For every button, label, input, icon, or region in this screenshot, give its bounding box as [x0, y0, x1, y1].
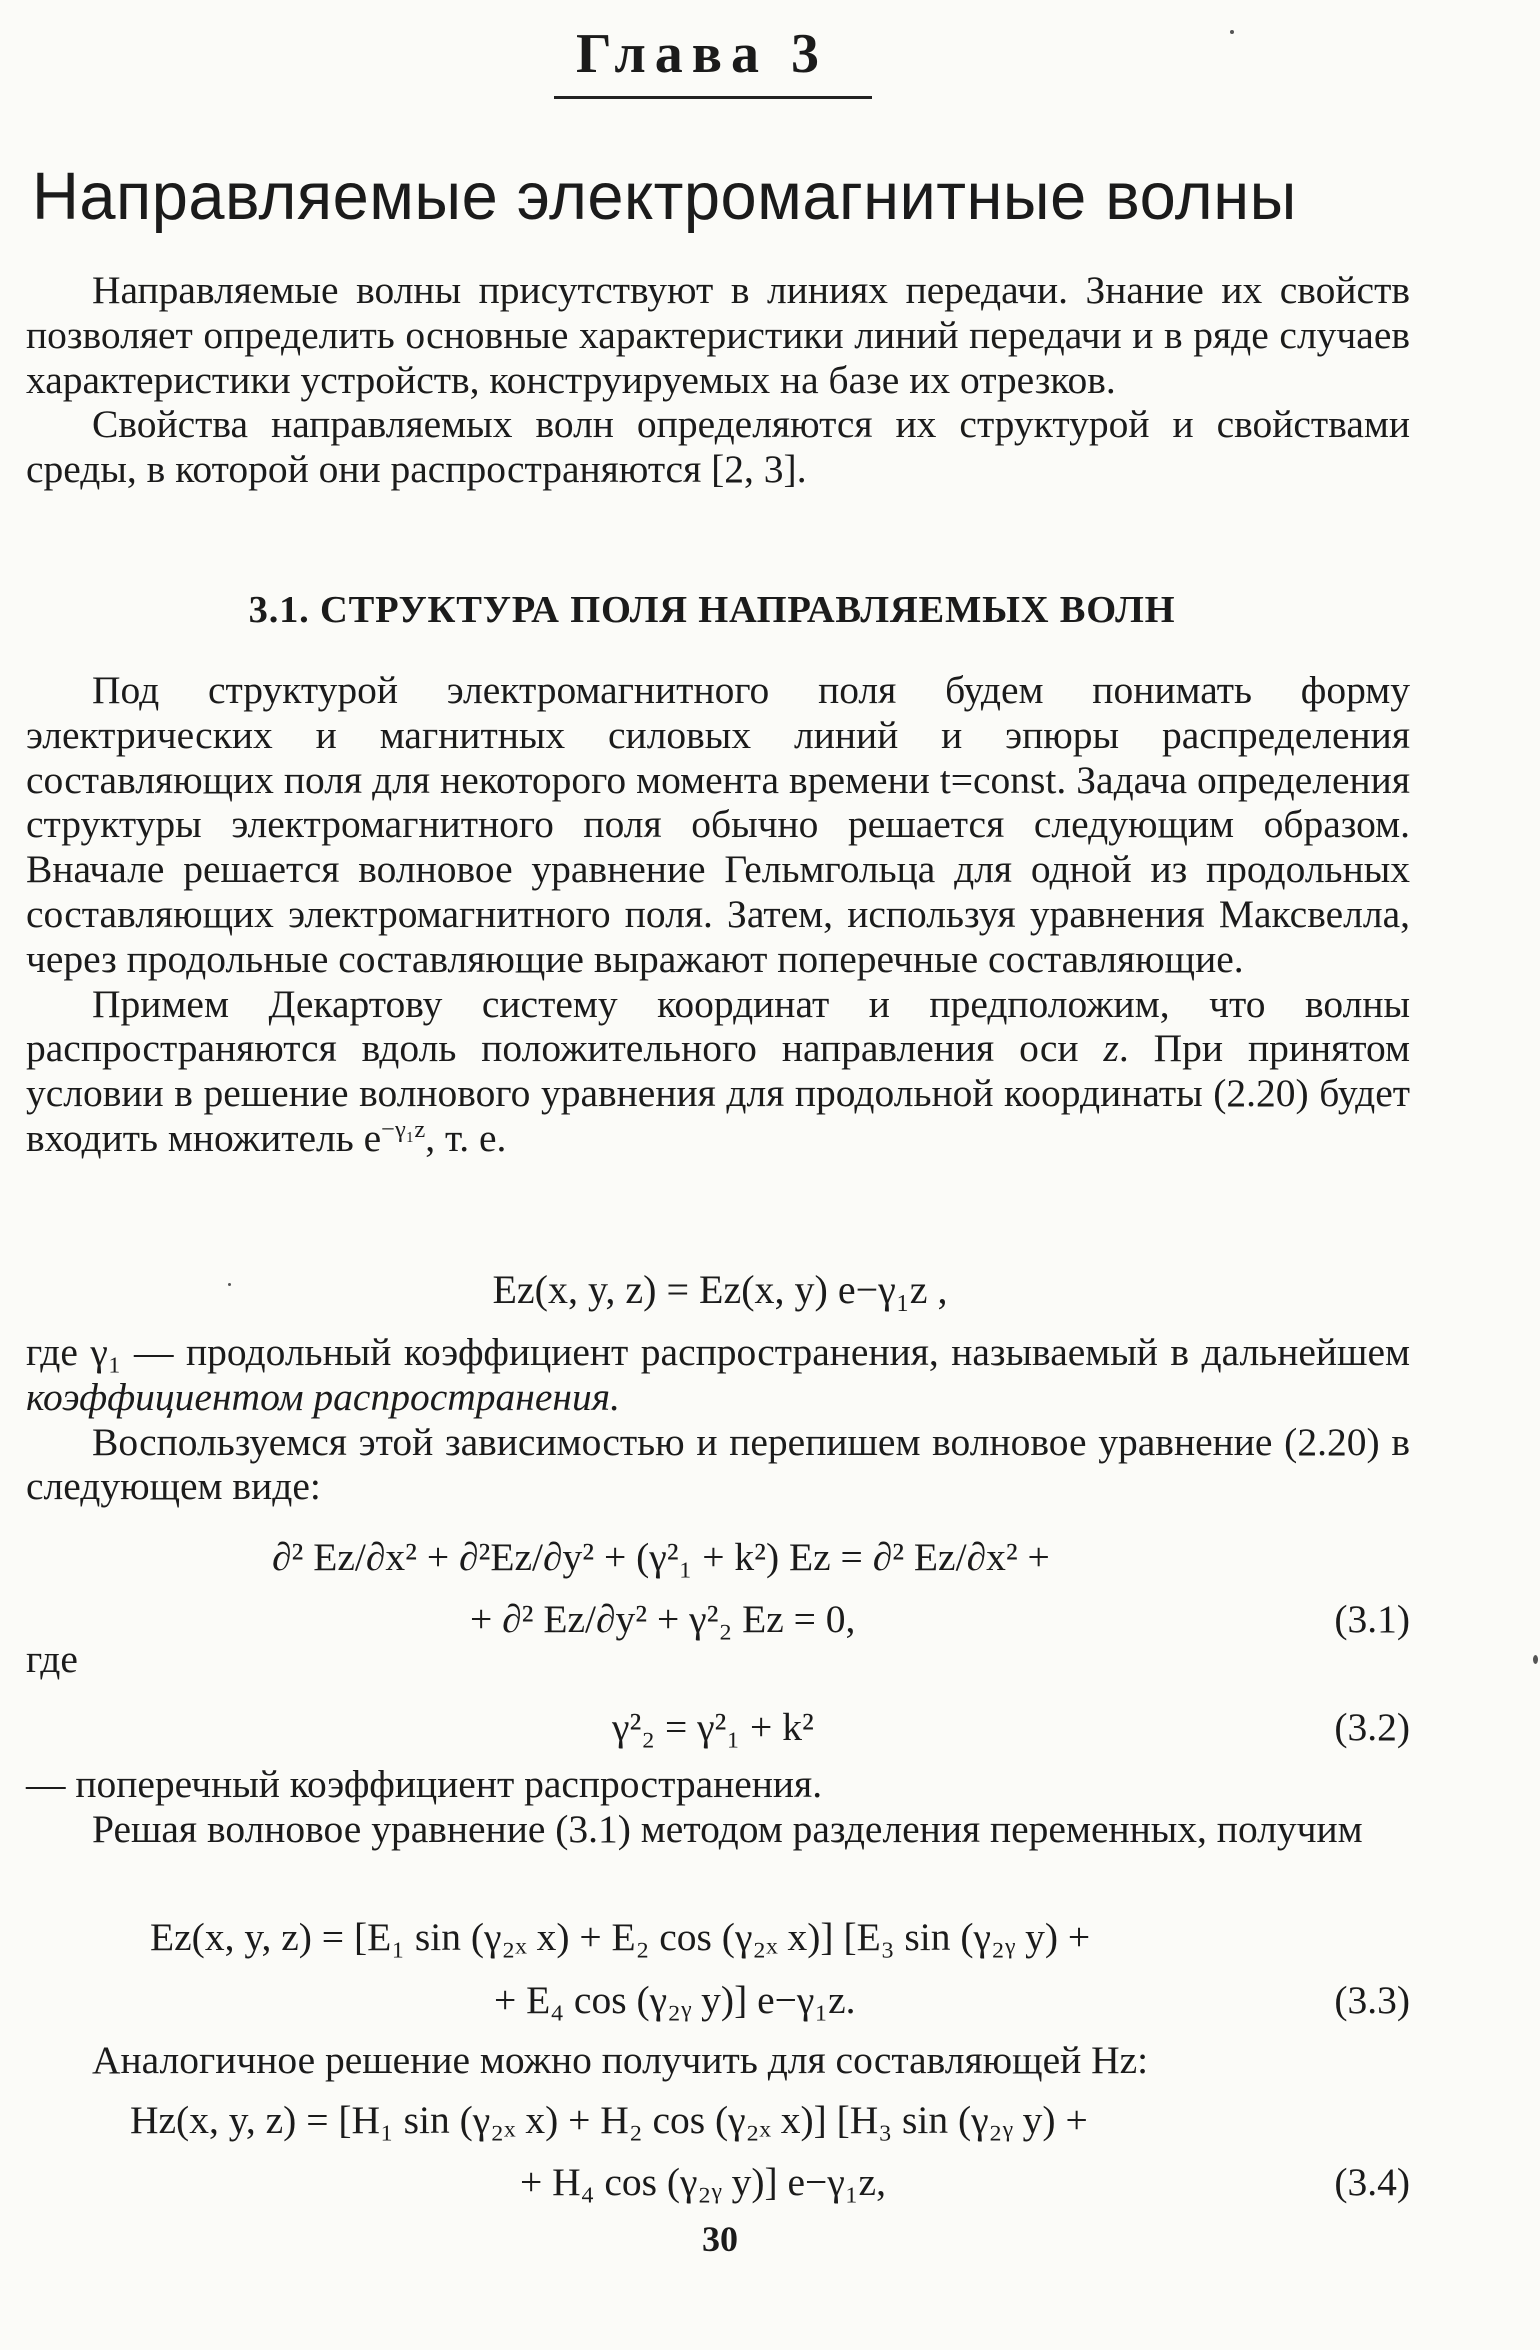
transverse-line: — поперечный коэффициент распространения.	[26, 1762, 823, 1806]
p2-text-c: , т. е.	[425, 1115, 507, 1160]
section-paragraph-2	[26, 982, 1410, 1161]
equation-3-3-line-1: Ez(x, y, z) = [E₁ sin (γ₂ₓ x) + E₂ cos (γ₂ₓ x)] [E₃ sin (γ₂ᵧ y) +	[150, 1915, 1091, 1959]
p2-text-b: . При принятом условии в решение волнового уравнения для продольной координаты (2.20) будет входить множитель	[26, 1026, 1411, 1160]
p2-text-a: Примем Декартову систему координат и предположим, что волны распространяются вдоль положительного направления оси	[26, 981, 1410, 1071]
equation-number-3-1: (3.1)	[1334, 1597, 1410, 1641]
equation-3-4-line-1: Hz(x, y, z) = [H₁ sin (γ₂ₓ x) + H₂ cos (γ₂ₓ x)] [H₃ sin (γ₂ᵧ y) +	[130, 2098, 1088, 2142]
section-text-3	[26, 1762, 1410, 1852]
intro-paragraph-2: Свойства направляемых волн определяются их структурой и свойствами среды, в которой они распространяются [2, 3].	[26, 402, 1410, 492]
p2-axis-z: z	[1103, 1026, 1119, 1071]
p2-exp: e	[363, 1115, 382, 1160]
paper-speck	[228, 1283, 231, 1286]
section-heading: 3.1. СТРУКТУРА ПОЛЯ НАПРАВЛЯЕМЫХ ВОЛН	[248, 589, 1176, 631]
equation-number-3-4: (3.4)	[1334, 2160, 1410, 2204]
equation-number-3-2: (3.2)	[1334, 1705, 1410, 1749]
section-text-2	[26, 1330, 1410, 1509]
section-paragraph-1: Под структурой электромагнитного поля будем понимать форму электрических и магнитных силовых линий и эпюры распределения составляющих поля для некоторого момента времени t=const. Задача определения структуры электромагнитного поля обычно решается следующим образом. Вначале решается волновое уравнение Гельмгольца для одной из продольных составляющих электромагнитного поля. Затем, используя уравнения Максвелла, через продольные составляющие выражают поперечные составляющие.	[26, 668, 1410, 981]
section-paragraph-5: Аналогичное решение можно получить для составляющей Hz:	[92, 2038, 1149, 2082]
p2-exp-sup: −γ₁z	[381, 1115, 426, 1143]
where-label: где	[26, 1637, 78, 1681]
equation-3-3-line-2: + E₄ cos (γ₂ᵧ y)] e−γ₁z.	[494, 1978, 856, 2022]
where-gamma-paragraph	[26, 1330, 1410, 1420]
paper-speck	[1230, 30, 1234, 34]
equation-3-2: γ²₂ = γ²₁ + k²	[612, 1705, 814, 1749]
section-text-1	[26, 668, 1410, 1161]
paper-speck	[1533, 1655, 1538, 1664]
equation-3-1-line-2: + ∂² Ez/∂y² + γ²₂ Ez = 0,	[470, 1597, 856, 1641]
chapter-underline	[554, 96, 872, 99]
chapter-label: Глава 3	[576, 23, 828, 85]
intro-text	[26, 268, 1410, 492]
equation-number-3-3: (3.3)	[1334, 1978, 1410, 2022]
section-paragraph-3: Воспользуемся этой зависимостью и перепишем волновое уравнение (2.20) в следующем виде:	[26, 1419, 1410, 1509]
section-paragraph-4: Решая волновое уравнение (3.1) методом разделения переменных, получим	[92, 1806, 1363, 1851]
where-gamma-text: где γ₁ — продольный коэффициент распространения, называемый в дальнейшем	[26, 1330, 1410, 1374]
equation-3-1-line-1: ∂² Ez/∂x² + ∂²Ez/∂y² + (γ²₁ + k²) Ez = ∂² Ez/∂x² +	[272, 1535, 1050, 1579]
chapter-title: Направляемые электромагнитные волны	[32, 159, 1297, 234]
equation-3-4-line-2: + H₄ cos (γ₂ᵧ y)] e−γ₁z,	[520, 2160, 886, 2204]
page-number: 30	[702, 2219, 738, 2259]
intro-paragraph-1: Направляемые волны присутствуют в линиях передачи. Знание их свойств позволяет определить основные характеристики линий передачи и в ряде случаев характеристики устройств, конструируемых на базе их отрезков.	[26, 268, 1410, 402]
gamma-term: коэффициентом распространения.	[26, 1374, 620, 1419]
formula-ez: Ez(x, y, z) = Ez(x, y) e−γ₁z ,	[492, 1267, 948, 1312]
